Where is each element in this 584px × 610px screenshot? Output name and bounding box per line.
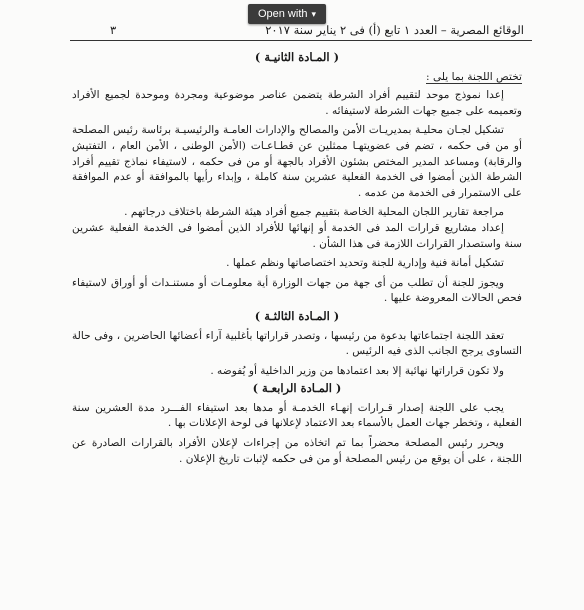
page-header <box>110 22 524 38</box>
article-2-paragraph: إعدا نموذج موحد لتقييم أفراد الشرطة يتضمن عناصر موضوعية ومجردة وموحدة لجميع الأفراد وتعميمه على جميع جهات الشرطة لاستيفائه . <box>72 89 522 117</box>
article-3-paragraph: ولا تكون قراراتها نهائية إلا بعد اعتمادها من وزير الداخلية أو يُفوضه . <box>210 364 504 377</box>
article-2-paragraph: تشكيل لجـان محليـة بمديريـات الأمن والمصالح والإدارات العامـة والرئيسيـة برئاسة رئيس المصلحة أو من فى حكمه ، تضم فى عضويتهـا ممثلين عن قطـاعـات (الأمن الوطنى ، الأمن العام ، التفتيش والرقابة) ومساعد المدير المختص بشئون الأفراد بالجهة أو من فى حكمه ، لاستيفاء نماذج تقييم أفراد الشرطة الذين أمضوا فى الخدمة الفعلية عشرين سنة كاملة ، وإبداء رأيها بالموافقة أو عدم الموافقة على الاستمرار فى الخدمة من عدمه . <box>72 124 522 199</box>
article-2-paragraph: تشكيل أمانة فنية وإدارية للجنة وتحديد اختصاصاتها ونظم عملها . <box>226 257 504 270</box>
header-title: الوقائع المصرية – العدد ١ تابع (أ) فى ٢ يناير سنة ٢٠١٧ <box>265 23 524 37</box>
article-3-heading: ( المـادة الثالثـة ) <box>254 308 340 323</box>
article-2-heading: ( المـادة الثانيـة ) <box>254 50 340 64</box>
article-2-paragraph: إعداد مشاريع قرارات المد فى الخدمة أو إنهائها للأفراد الذين أمضوا فى الخدمة الفعلية عشرين سنة واستصدار القرارات اللازمة فى هذا الشأن . <box>72 221 522 250</box>
header-divider <box>70 40 532 41</box>
article-4-paragraph: يجب على اللجنة إصدار قـرارات إنهـاء الخدمـة أو مدها بعد استيفاء الفـــرد مدة العشرين سنة الفعلية ، وتخطر جهات العمل بالأسماء بعد الاعتماد لإعلانها فى لوحة الإعلانات بها . <box>72 401 522 430</box>
page-number: ٣ <box>110 23 117 37</box>
article-2-paragraph: ويجوز للجنة أن تطلب من أى جهة من جهات الوزارة أية معلومـات أو مستنـدات أو أوراق لاستيفاء فحص الحالات المعروضة عليها . <box>72 276 522 305</box>
chevron-down-icon: ▾ <box>311 8 317 19</box>
article-4-heading: ( المـادة الرابعـة ) <box>252 381 342 396</box>
open-with-button[interactable] <box>248 4 326 24</box>
open-with-label: Open with <box>257 8 308 20</box>
article-3-paragraph: تعقد اللجنة اجتماعاتها بدعوة من رئيسها ، وتصدر قراراتها بأغلبية آراء أعضائها الحاضرين ، وفى حالة التساوى يرجح الجانب الذى فيه الرئيس . <box>72 329 522 358</box>
article-2-paragraph: مراجعة تقارير اللجان المحلية الخاصة بتقييم جميع أفراد هيئة الشرطة باختلاف درجاتهم . <box>124 206 504 219</box>
article-4-paragraph: ويحرر رئيس المصلحة محضراً بما تم اتخاذه من إجراءات لإعلان الأفراد بالقرارات الصادرة عن اللجنة ، على أن يوقع من رئيس المصلحة أو من فى حكمه لإثبات تاريخ الإعلان . <box>72 437 522 465</box>
document-body <box>72 48 522 606</box>
article-2-lead: تختص اللجنة بما يلى : <box>426 70 522 83</box>
